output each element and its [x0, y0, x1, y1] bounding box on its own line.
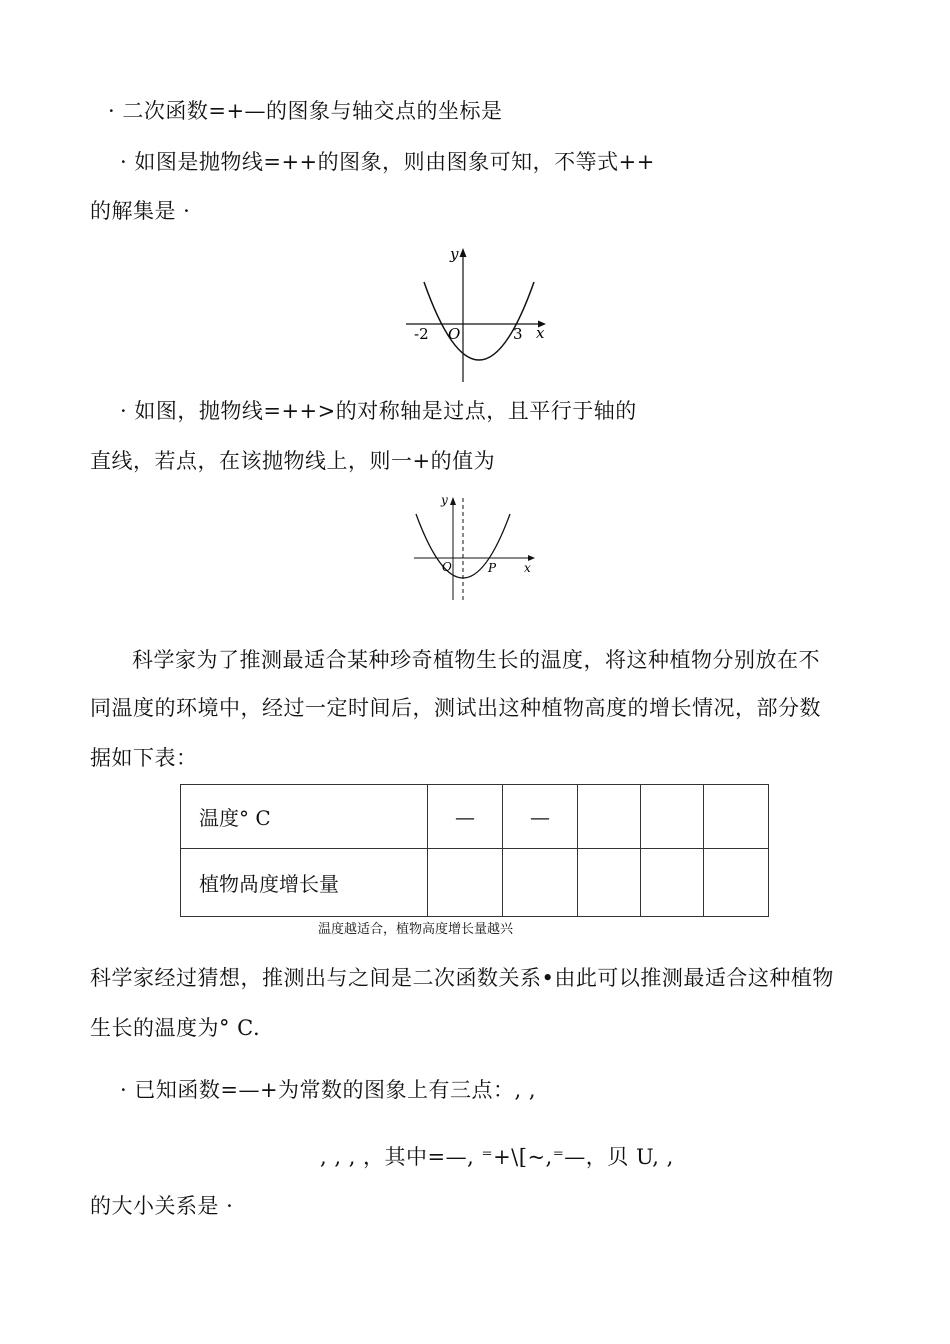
question-5-text-line-1: · 已知函数=—+为常数的图象上有三点：, , [120, 1078, 537, 1102]
question-3-text-line-1: · 如图，抛物线=++>的对称轴是过点，且平行于轴的 [120, 399, 637, 423]
y-axis-arrow [460, 248, 467, 257]
point-p-label: P [488, 561, 497, 575]
question-5-text-line-3: 的大小关系是 · [90, 1194, 234, 1218]
table-cell: — [428, 785, 503, 849]
x-axis-label: x [536, 324, 545, 342]
parabola-figure-1 [400, 242, 550, 384]
left-root-label: -2 [414, 325, 429, 343]
question-2-text-line-1: · 如图是抛物线=++的图象，则由图象可知，不等式++ [120, 150, 655, 174]
table-cell: — [503, 785, 578, 849]
question-5-text-line-2: , , , ，其中=—, ⁼+\[~,⁼—，贝 U, , [320, 1145, 674, 1169]
parabola-curve [424, 282, 534, 360]
right-root-label: 3 [513, 325, 523, 343]
table-cell [641, 785, 704, 849]
question-1-text: · 二次函数=+—的图象与轴交点的坐标是 [108, 99, 503, 123]
table-cell [578, 849, 641, 917]
table-header-temperature: 温度° C [181, 785, 428, 849]
origin-label: O [448, 325, 461, 343]
table-cell [578, 785, 641, 849]
y-axis-label: y [450, 245, 459, 263]
y-axis-arrow [450, 497, 456, 505]
table-cell [641, 849, 704, 917]
question-4-text-line-3: 据如下表： [90, 746, 198, 770]
question-3-text-line-2: 直线，若点，在该抛物线上，则一+的值为 [90, 449, 496, 473]
question-4-text-line-4: 科学家经过猜想，推测出与之间是二次函数关系•由此可以推测最适合这种植物 [90, 966, 834, 990]
table-row [181, 785, 769, 849]
origin-label: O [442, 560, 452, 574]
x-axis-label: x [524, 561, 531, 575]
table-header-growth: 植物咼度增长量 [181, 849, 428, 917]
question-4-text-line-2: 同温度的环境中，经过一定时间后，测试出这种植物高度的增长情况，部分数 [90, 696, 821, 720]
temperature-growth-table [180, 784, 769, 917]
question-2-text-line-2: 的解集是 · [90, 199, 191, 223]
question-4-text-line-5: 生长的温度为° C. [90, 1016, 261, 1040]
table-caption-note: 温度越适合，植物高度增长量越兴 [318, 922, 514, 937]
table-cell [503, 849, 578, 917]
table-cell [704, 785, 769, 849]
y-axis-label: y [441, 493, 448, 507]
table-cell [704, 849, 769, 917]
question-4-text-line-1: 科学家为了推测最适合某种珍奇植物生长的温度，将这种植物分别放在不 [132, 648, 820, 672]
table-cell [428, 849, 503, 917]
table-row [181, 849, 769, 917]
parabola-figure-2 [408, 492, 538, 604]
